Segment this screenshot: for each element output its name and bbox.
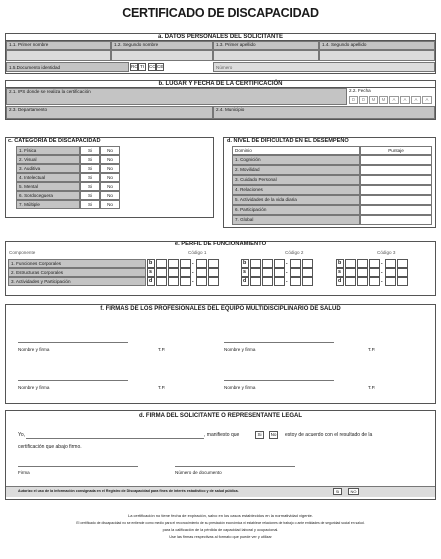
categoria-si[interactable]: Si <box>80 191 100 200</box>
codigo-digit-box[interactable] <box>357 268 368 277</box>
signature-line[interactable] <box>224 380 334 381</box>
autorizo-text: Autorizo el uso de la información consignada en el Registro de Discapacidad para fines de interés estadístico y de salud pública. <box>18 489 239 493</box>
codigo-digit-box[interactable] <box>156 277 167 286</box>
categoria-label: 4. Intelectual <box>16 173 80 182</box>
codigo-prefix: s <box>336 268 344 277</box>
codigo-digit-box[interactable] <box>385 268 396 277</box>
codigo-dot: . <box>381 260 383 266</box>
nombre-firma-label: Nombre y firma <box>18 347 50 352</box>
codigo-digit-box[interactable] <box>262 259 273 268</box>
codigo-digit-box[interactable] <box>357 277 368 286</box>
categoria-label: 6. Sordoceguera <box>16 191 80 200</box>
departamento-field[interactable]: 2.3. Departamento <box>6 106 213 119</box>
fecha-d1[interactable]: D <box>349 96 358 104</box>
puntaje-input[interactable] <box>360 165 432 175</box>
categoria-row <box>16 146 122 155</box>
dominio-label: 4. Relaciones <box>232 185 360 195</box>
categoria-no[interactable]: No <box>100 173 120 182</box>
perfil-row-label: 1. Funciones Corporales <box>8 259 146 268</box>
codigo-digit-box[interactable] <box>302 268 313 277</box>
codigo-1-label: Código 1 <box>188 250 207 255</box>
puntaje-input[interactable] <box>360 185 432 195</box>
autorizo-si-checkbox[interactable]: Si <box>333 488 342 495</box>
fecha-a4[interactable]: A <box>422 96 432 104</box>
firma-solicitante-line[interactable] <box>18 466 138 467</box>
section-c-heading: c. CATEGORÍA DE DISCAPACIDAD <box>8 138 101 144</box>
categoria-row <box>16 155 122 164</box>
codigo-prefix: d <box>336 277 344 286</box>
nombre-firma-label: Nombre y firma <box>224 385 256 390</box>
codigo-digit-box[interactable] <box>302 259 313 268</box>
section-a-heading: a. DATOS PERSONALES DEL SOLICITANTE <box>6 34 435 41</box>
acuerdo-si-checkbox[interactable]: Si <box>255 431 264 439</box>
primer-nombre-field[interactable]: 1.1. Primer nombre <box>6 41 111 50</box>
codigo-digit-box[interactable] <box>208 259 219 268</box>
categoria-label: 7. Múltiple <box>16 200 80 209</box>
codigo-digit-box[interactable] <box>290 277 301 286</box>
codigo-digit-box[interactable] <box>397 268 408 277</box>
codigo-digit-box[interactable] <box>397 277 408 286</box>
doc-type-ti[interactable]: TI <box>139 64 145 69</box>
dominio-row <box>232 165 432 175</box>
categoria-label: 5. Mental <box>16 182 80 191</box>
puntaje-input[interactable] <box>360 195 432 205</box>
categoria-row <box>16 191 122 200</box>
acuerdo-no-checkbox[interactable]: No <box>270 432 277 437</box>
primer-nombre-value[interactable] <box>6 50 111 61</box>
componente-label: Componente <box>9 250 36 255</box>
codigo-digit-box[interactable] <box>369 268 380 277</box>
codigo-digit-box[interactable] <box>262 268 273 277</box>
codigo-digit-box[interactable] <box>180 259 191 268</box>
codigo-digit-box[interactable] <box>196 259 207 268</box>
doc-type-rc[interactable]: RC <box>131 64 138 69</box>
dominio-label: 5. Actividades de la vida diaria <box>232 195 360 205</box>
codigo-digit-box[interactable] <box>290 268 301 277</box>
doc-type-ce[interactable]: CE <box>157 64 164 69</box>
categoria-row <box>16 164 122 173</box>
puntaje-input[interactable] <box>360 155 432 165</box>
codigo-dot: . <box>381 269 383 275</box>
puntaje-input[interactable] <box>360 215 432 225</box>
categoria-row <box>16 182 122 191</box>
codigo-digit-box[interactable] <box>196 277 207 286</box>
numero-documento-line[interactable] <box>175 466 295 467</box>
categoria-label: 3. Auditiva <box>16 164 80 173</box>
certificacion-label: certificación que abajo firmo. <box>18 444 82 450</box>
footer-line: Use las firmas respectivas al formato que puede ver y utilizar <box>169 535 272 539</box>
fecha-cells <box>349 96 435 104</box>
tp-label: T.P. <box>368 385 376 390</box>
categoria-no[interactable]: No <box>100 200 120 209</box>
codigo-digit-box[interactable] <box>274 268 285 277</box>
codigo-prefix: s <box>147 268 155 277</box>
codigo-dot: . <box>192 260 194 266</box>
codigo-digit-box[interactable] <box>168 268 179 277</box>
codigo-prefix: b <box>241 259 249 268</box>
codigo-digit-box[interactable] <box>369 259 380 268</box>
puntaje-input[interactable] <box>360 205 432 215</box>
dominio-row <box>232 185 432 195</box>
codigo-digit-box[interactable] <box>208 277 219 286</box>
categoria-no[interactable]: No <box>100 191 120 200</box>
codigo-prefix: b <box>147 259 155 268</box>
codigo-digit-box[interactable] <box>274 277 285 286</box>
numero-documento-label: Número de documento <box>175 470 222 475</box>
codigo-prefix: d <box>147 277 155 286</box>
footer-line: para la calificación de la pérdida de capacidad laboral y ocupacional. <box>162 528 279 532</box>
codigo-digit-box[interactable] <box>262 277 273 286</box>
fecha-a3[interactable]: A <box>411 96 421 104</box>
codigo-digit-box[interactable] <box>345 259 356 268</box>
codigo-digit-box[interactable] <box>385 259 396 268</box>
codigo-prefix: d <box>241 277 249 286</box>
codigo-digit-box[interactable] <box>397 259 408 268</box>
categoria-si[interactable]: Si <box>80 173 100 182</box>
fecha-d2[interactable]: D <box>359 96 368 104</box>
codigo-digit-box[interactable] <box>168 277 179 286</box>
categoria-row <box>16 200 122 209</box>
dominio-table <box>232 146 432 225</box>
signature-line[interactable] <box>224 342 334 343</box>
nombre-firma-label: Nombre y firma <box>18 385 50 390</box>
codigo-digit-box[interactable] <box>290 259 301 268</box>
categoria-no[interactable]: No <box>100 164 120 173</box>
footer-line: La certificación no tiene fecha de expiración, salvo en los casos establecidos en la normatividad vigente. <box>128 513 313 518</box>
categoria-si[interactable]: Si <box>80 182 100 191</box>
categoria-no[interactable]: No <box>100 182 120 191</box>
signature-line[interactable] <box>18 342 128 343</box>
codigo-prefix: b <box>336 259 344 268</box>
municipio-field[interactable]: 2.4. Municipio <box>213 106 435 119</box>
dominio-label: 3. Cuidado Personal <box>232 175 360 185</box>
codigo-digit-box[interactable] <box>180 277 191 286</box>
perfil-row-label: 2. Estructuras Corporales <box>8 268 146 277</box>
codigo-digit-box[interactable] <box>208 268 219 277</box>
codigo-dot: . <box>286 260 288 266</box>
section-e-heading: e. PERFIL DE FUNCIONAMIENTO <box>174 241 267 247</box>
codigo-digit-box[interactable] <box>250 277 261 286</box>
categoria-si[interactable]: Si <box>80 164 100 173</box>
section-f-heading: f. FIRMAS DE LOS PROFESIONALES DEL EQUIPO MULTIDISCIPLINARIO DE SALUD <box>100 306 341 312</box>
firma-label: Firma <box>18 470 30 475</box>
codigo-digit-box[interactable] <box>345 277 356 286</box>
categoria-list <box>16 146 122 209</box>
categoria-si[interactable]: Si <box>80 200 100 209</box>
codigo-dot: . <box>192 278 194 284</box>
codigo-digit-box[interactable] <box>196 268 207 277</box>
section-g-heading: d. FIRMA DEL SOLICITANTE O REPRESENTANTE LEGAL <box>138 413 303 419</box>
categoria-label: 2. Visual <box>16 155 80 164</box>
categoria-row <box>16 173 122 182</box>
segundo-nombre-value[interactable] <box>111 50 213 61</box>
codigo-2-label: Código 2 <box>285 250 304 255</box>
codigo-digit-box[interactable] <box>168 259 179 268</box>
fecha-m2[interactable]: M <box>379 96 388 104</box>
perfil-row-label: 3. Actividades y Participación <box>8 277 146 286</box>
codigo-digit-box[interactable] <box>250 259 261 268</box>
section-d-heading: d. NIVEL DE DIFICULTAD EN EL DESEMPEÑO <box>227 138 349 144</box>
codigo-prefix: s <box>241 268 249 277</box>
fecha-label: 2.2. Fecha <box>349 88 371 93</box>
solicitante-name-line[interactable] <box>26 438 204 439</box>
codigo-digit-box[interactable] <box>250 268 261 277</box>
dominio-col-header: Dominio <box>232 146 360 155</box>
codigo-digit-box[interactable] <box>156 259 167 268</box>
categoria-si[interactable]: Si <box>80 146 100 155</box>
codigo-dot: . <box>286 269 288 275</box>
numero-documento-field[interactable]: Número <box>213 62 435 72</box>
codigo-digit-box[interactable] <box>302 277 313 286</box>
manifiesto-label: , manifiesto que <box>204 432 240 438</box>
tp-label: T.P. <box>158 385 166 390</box>
segundo-apellido-field[interactable]: 1.4. Segundo apellido <box>319 41 435 50</box>
dominio-row <box>232 215 432 225</box>
tp-label: T.P. <box>368 347 376 352</box>
tp-label: T.P. <box>158 347 166 352</box>
dominio-label: 6. Participación <box>232 205 360 215</box>
codigo-dot: . <box>381 278 383 284</box>
acuerdo-label: estoy de acuerdo con el resultado de la <box>285 432 373 438</box>
nombre-firma-label: Nombre y firma <box>224 347 256 352</box>
dominio-row <box>232 205 432 215</box>
yo-label: Yo, <box>18 432 26 438</box>
codigo-dot: . <box>192 269 194 275</box>
autorizo-no-checkbox[interactable]: NO <box>348 488 359 495</box>
categoria-label: 1. Física <box>16 146 80 155</box>
footer-line: El certificado de discapacidad no se entiende como medio para el reconocimiento de su prestación económica ni establece relaciones de trabajo o ante entidades de seguridad social en salud. <box>76 521 365 525</box>
dominio-header <box>232 146 432 155</box>
dominio-row <box>232 155 432 165</box>
documento-identidad-label: 1.5.Documento identidad <box>6 62 129 72</box>
codigo-digit-box[interactable] <box>369 277 380 286</box>
categoria-no[interactable]: No <box>100 146 120 155</box>
fecha-a1[interactable]: A <box>389 96 399 104</box>
dominio-row <box>232 175 432 185</box>
categoria-no[interactable]: No <box>100 155 120 164</box>
puntaje-col-header: Puntaje <box>360 146 432 155</box>
primer-apellido-field[interactable]: 1.3. Primer apellido <box>213 41 319 50</box>
categoria-si[interactable]: Si <box>80 155 100 164</box>
segundo-apellido-value[interactable] <box>319 50 435 61</box>
section-b-heading: b. LUGAR Y FECHA DE LA CERTIFICACIÓN <box>6 81 435 88</box>
codigo-dot: . <box>286 278 288 284</box>
codigo-digit-box[interactable] <box>274 259 285 268</box>
page-title: CERTIFICADO DE DISCAPACIDAD <box>122 6 319 20</box>
codigo-digit-box[interactable] <box>180 268 191 277</box>
codigo-digit-box[interactable] <box>385 277 396 286</box>
dominio-label: 7. Global <box>232 215 360 225</box>
puntaje-input[interactable] <box>360 175 432 185</box>
fecha-a2[interactable]: A <box>400 96 410 104</box>
primer-apellido-value[interactable] <box>213 50 319 61</box>
codigo-digit-box[interactable] <box>156 268 167 277</box>
dominio-row <box>232 195 432 205</box>
doc-type-cc[interactable]: CC <box>149 64 156 69</box>
signature-line[interactable] <box>18 380 128 381</box>
codigo-digit-box[interactable] <box>357 259 368 268</box>
fecha-m1[interactable]: M <box>369 96 378 104</box>
dominio-label: 1. Cognición <box>232 155 360 165</box>
segundo-nombre-field[interactable]: 1.2. Segundo nombre <box>111 41 213 50</box>
codigo-3-label: Código 3 <box>377 250 396 255</box>
ips-field[interactable]: 2.1. IPS donde se realiza la certificación <box>6 88 347 105</box>
dominio-label: 2. Movilidad <box>232 165 360 175</box>
codigo-digit-box[interactable] <box>345 268 356 277</box>
